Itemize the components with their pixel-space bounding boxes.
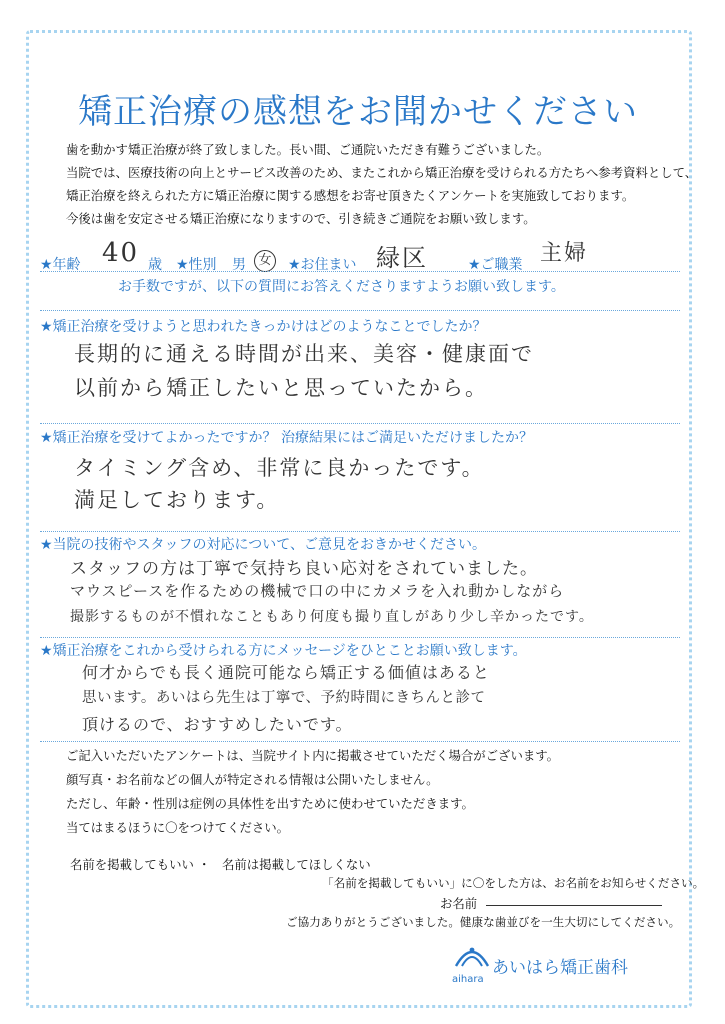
divider bbox=[40, 637, 680, 638]
answer-4-line: 思います。あいはら先生は丁寧で、予約時間にきちんと診て bbox=[82, 690, 486, 706]
job-label: ★ご職業 bbox=[468, 257, 523, 273]
question-4: ★矯正治療をこれから受けられる方にメッセージをひとことお願い致します。 bbox=[40, 643, 527, 659]
gender-male: 男 bbox=[232, 257, 246, 273]
consent-option-no[interactable]: 名前は掲載してほしくない bbox=[222, 857, 371, 872]
age-unit: 歳 bbox=[148, 257, 162, 273]
gender-female-circled bbox=[254, 250, 276, 272]
notice-line: 顔写真・お名前などの個人が特定される情報は公開いたしません。 bbox=[66, 772, 439, 787]
answer-1-line: 長期的に通える時間が出来、美容・健康面で bbox=[74, 342, 534, 366]
clinic-name: あいはら矯正歯科 bbox=[492, 958, 628, 978]
clinic-logo-sub: aihara bbox=[452, 974, 484, 985]
page-title: 矯正治療の感想をお聞かせください bbox=[78, 92, 638, 132]
consent-separator: ・ bbox=[198, 857, 211, 872]
intro-line: 歯を動かす矯正治療が終了致しました。長い間、ご通院いただき有難うございました。 bbox=[66, 142, 550, 157]
answer-2-line: タイミング含め、非常に良かったです。 bbox=[74, 456, 485, 480]
divider bbox=[40, 310, 680, 311]
request-text: お手数ですが、以下の質問にお答えくださりますようお願い致します。 bbox=[118, 279, 565, 295]
intro-line: 当院では、医療技術の向上とサービス改善のため、またこれから矯正治療を受けられる方たちへ参考資料として、 bbox=[66, 165, 698, 180]
question-1: ★矯正治療を受けようと思われたきっかけはどのようなことでしたか？ bbox=[40, 319, 487, 335]
residence-value: 緑区 bbox=[376, 244, 428, 272]
consent-option-yes[interactable]: 名前を掲載してもいい bbox=[70, 857, 194, 872]
clinic-logo bbox=[452, 938, 492, 985]
question-2: ★矯正治療を受けてよかったですか？ 治療結果にはご満足いただけましたか？ bbox=[40, 430, 533, 446]
age-label: ★年齢 bbox=[40, 257, 81, 273]
divider bbox=[40, 423, 680, 424]
gender-female: 女 bbox=[254, 250, 276, 272]
gender-label: ★性別 bbox=[176, 257, 217, 273]
answer-1-line: 以前から矯正したいと思っていたから。 bbox=[74, 376, 488, 400]
profile-underline bbox=[40, 271, 680, 272]
clinic-logo-icon bbox=[452, 938, 492, 978]
notice-line: ただし、年齢・性別は症例の具体性を出すために使わせていただきます。 bbox=[66, 796, 474, 811]
answer-4-line: 頂けるので、おすすめしたいです。 bbox=[82, 715, 353, 734]
consent-note: 「名前を掲載してもいい」に〇をした方は、お名前をお知らせください。 bbox=[322, 876, 705, 890]
residence-label: ★お住まい bbox=[288, 257, 357, 273]
name-signature-line[interactable] bbox=[486, 905, 662, 906]
divider bbox=[40, 741, 680, 742]
name-label: お名前 bbox=[440, 896, 478, 911]
notice-line: ご記入いただいたアンケートは、当院サイト内に掲載させていただく場合がございます。 bbox=[66, 748, 560, 763]
intro-line: 今後は歯を安定させる矯正治療になりますので、引き続きご通院をお願い致します。 bbox=[66, 211, 536, 226]
divider bbox=[40, 531, 680, 532]
question-3: ★当院の技術やスタッフの対応について、ご意見をおきかせください。 bbox=[40, 537, 486, 553]
answer-4-line: 何才からでも長く通院可能なら矯正する価値はあると bbox=[82, 663, 490, 682]
notice-line: 当てはまるほうに〇をつけてください。 bbox=[66, 820, 290, 835]
answer-3-line: スタッフの方は丁寧で気持ち良い応対をされていました。 bbox=[70, 559, 538, 579]
answer-2-line: 満足しております。 bbox=[74, 488, 280, 512]
age-value: 40 bbox=[102, 238, 140, 268]
job-value: 主婦 bbox=[540, 241, 589, 266]
answer-3-line: 撮影するものが不慣れなこともあり何度も撮り直しがあり少し辛かったです。 bbox=[70, 609, 594, 625]
intro-line: 矯正治療を終えられた方に矯正治療に関する感想をお寄せ頂きたくアンケートを実施致しております。 bbox=[66, 188, 635, 203]
thanks-text: ご協力ありがとうございました。健康な歯並びを一生大切にしてください。 bbox=[286, 915, 681, 929]
answer-3-line: マウスピースを作るための機械で口の中にカメラを入れ動かしながら bbox=[70, 582, 565, 600]
